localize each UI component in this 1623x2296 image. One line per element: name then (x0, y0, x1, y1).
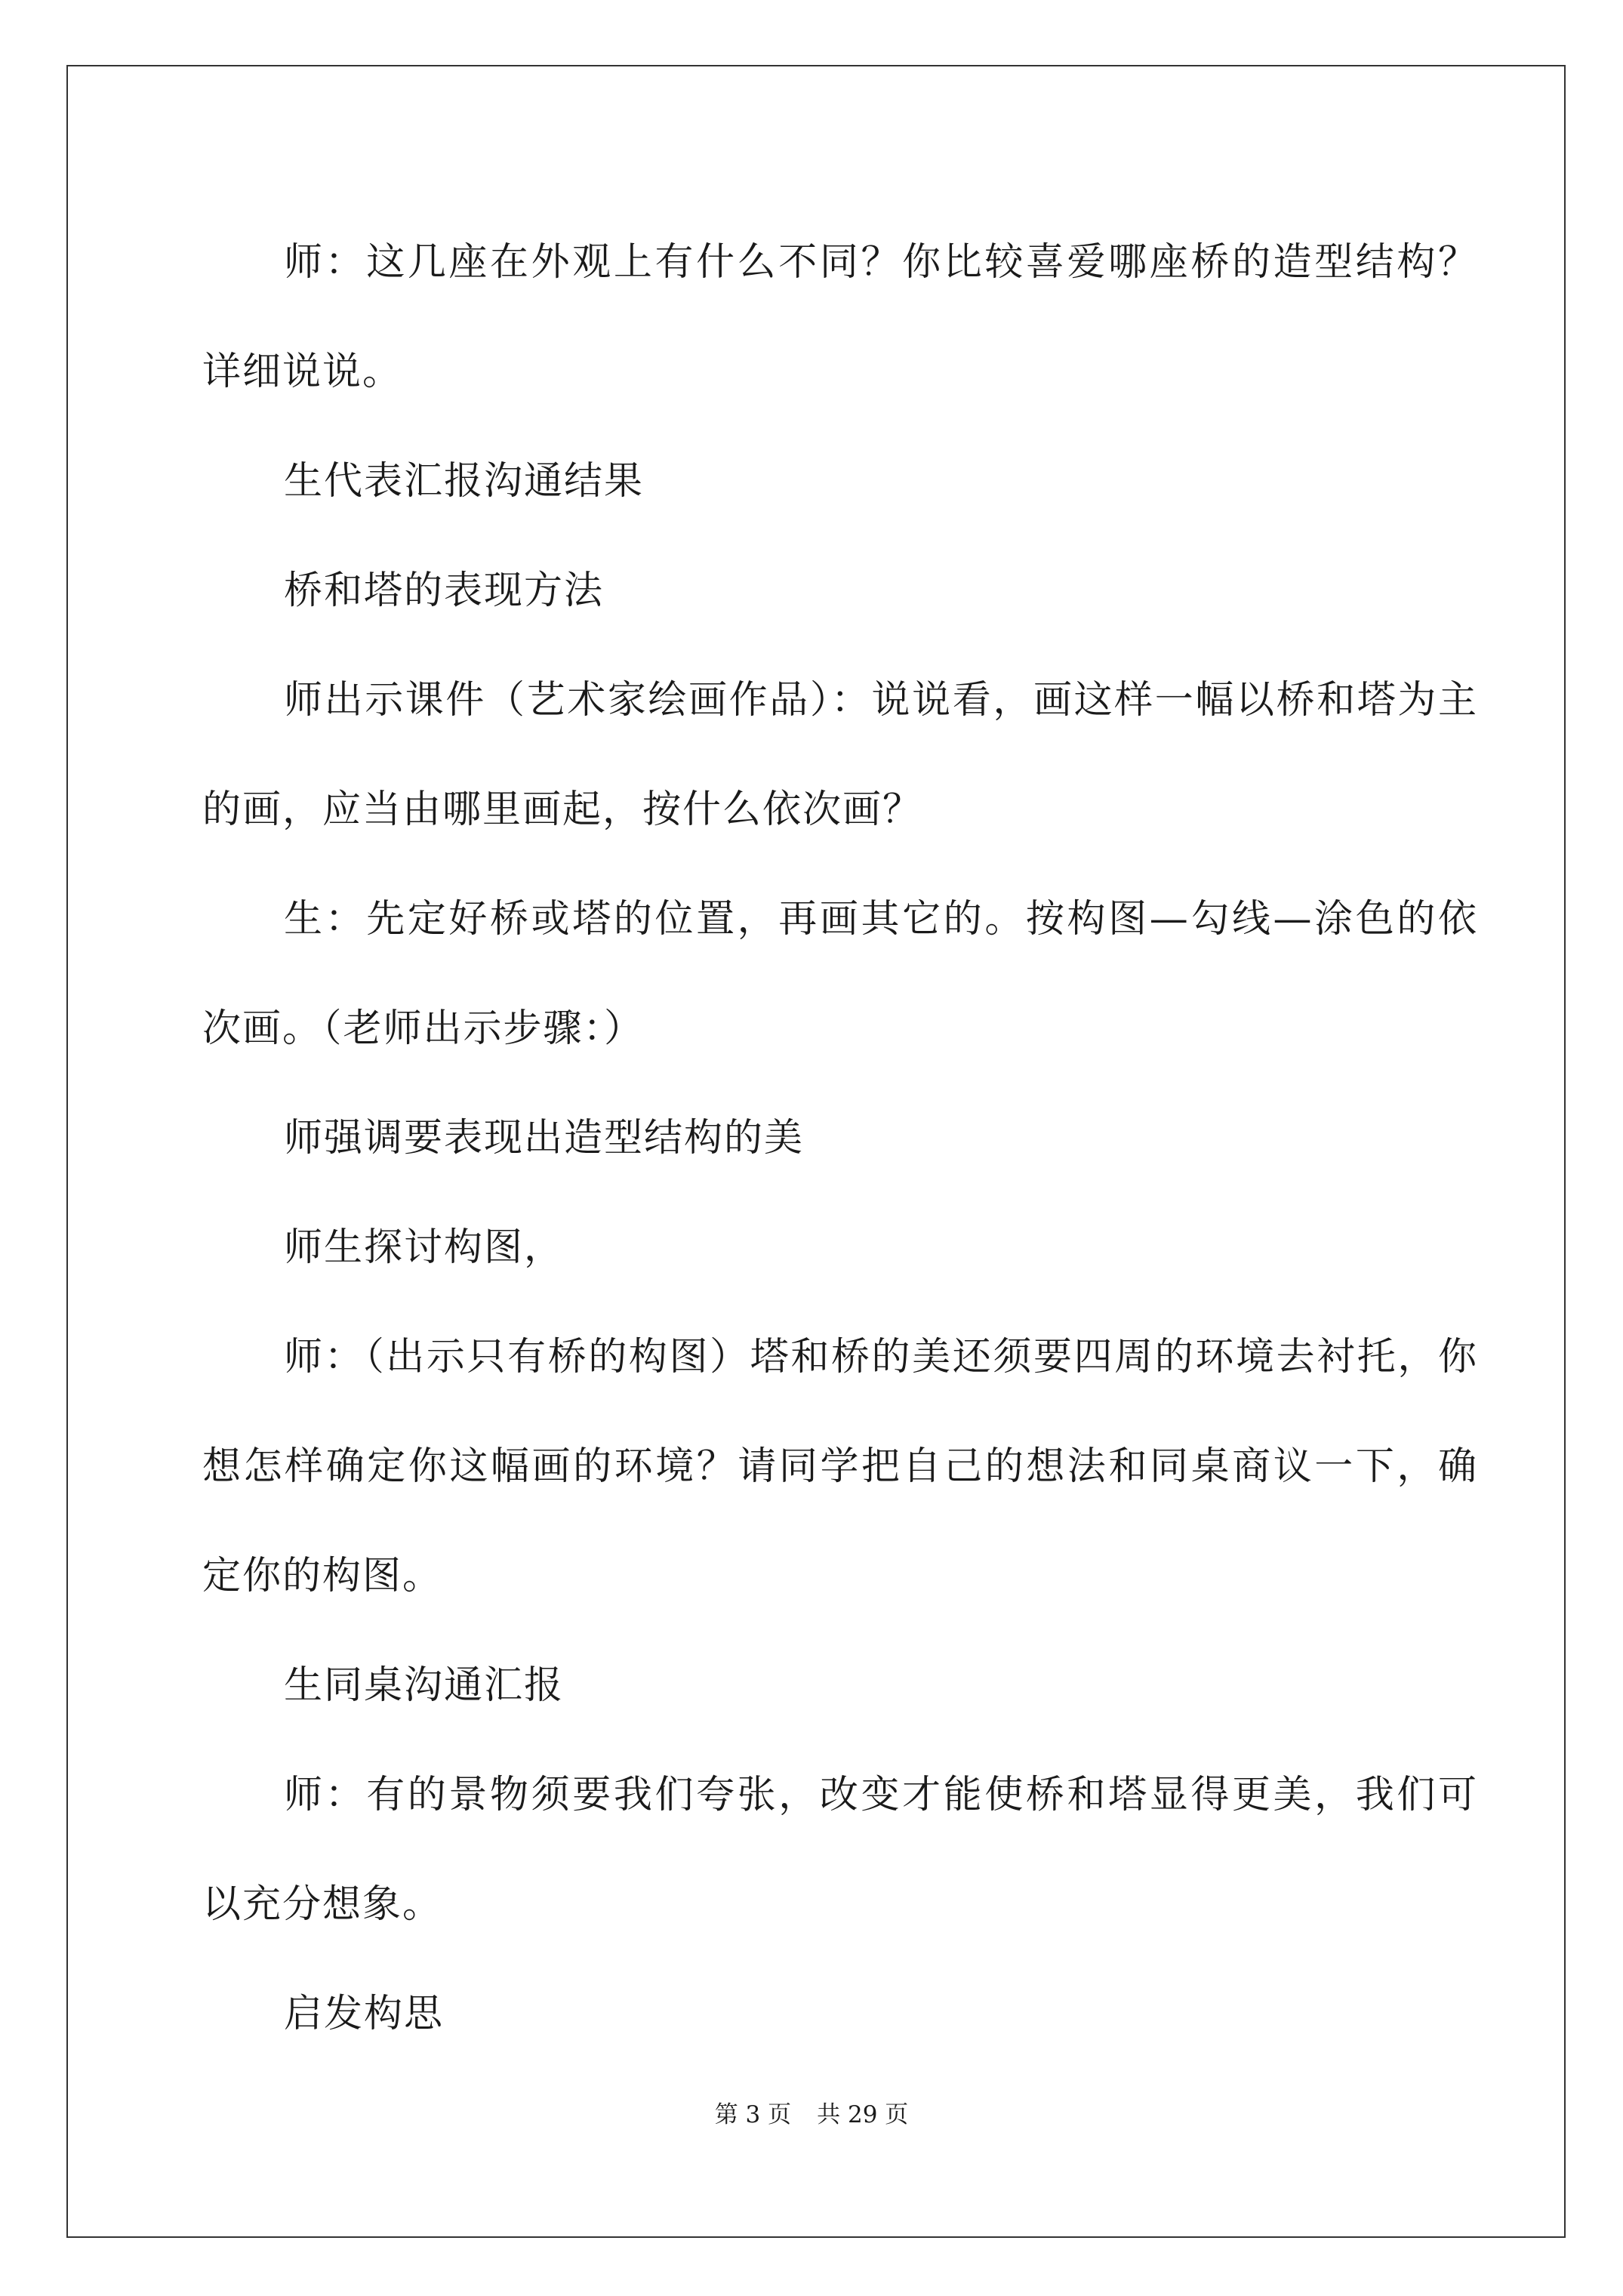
paragraph-8: 师：（出示只有桥的构图）塔和桥的美还须要四周的环境去衬托，你想怎样确定你这幅画的环境？请同学把自己的想法和同桌商议一下，确定你的构图。 (202, 1335, 1478, 1598)
page-number: 第 3 页 (714, 2101, 792, 2128)
paragraph-7: 师生探讨构图， (284, 1225, 565, 1270)
paragraph-4: 师出示课件（艺术家绘画作品）：说说看，画这样一幅以桥和塔为主的画，应当由哪里画起，按什么依次画？ (202, 678, 1478, 832)
paragraph-11: 启发构思 (284, 1992, 445, 2036)
paragraph-2: 生代表汇报沟通结果 (284, 459, 645, 504)
paragraph-5: 生：先定好桥或塔的位置，再画其它的。按构图—勾线—涂色的依次画。（老师出示步骤：） (202, 897, 1478, 1051)
document-body (202, 208, 1478, 2069)
paragraph-3: 桥和塔的表现方法 (284, 569, 605, 613)
paragraph-6: 师强调要表现出造型结构的美 (284, 1116, 805, 1160)
paragraph-1: 师：这几座在外观上有什么不同？你比较喜爱哪座桥的造型结构？详细说说。 (202, 240, 1478, 394)
page-total: 共 29 页 (817, 2101, 909, 2128)
paragraph-9: 生同桌沟通汇报 (284, 1663, 565, 1708)
paragraph-10: 师：有的景物须要我们夸张，改变才能使桥和塔显得更美，我们可以充分想象。 (202, 1773, 1478, 1927)
page-footer (0, 2095, 1623, 2129)
